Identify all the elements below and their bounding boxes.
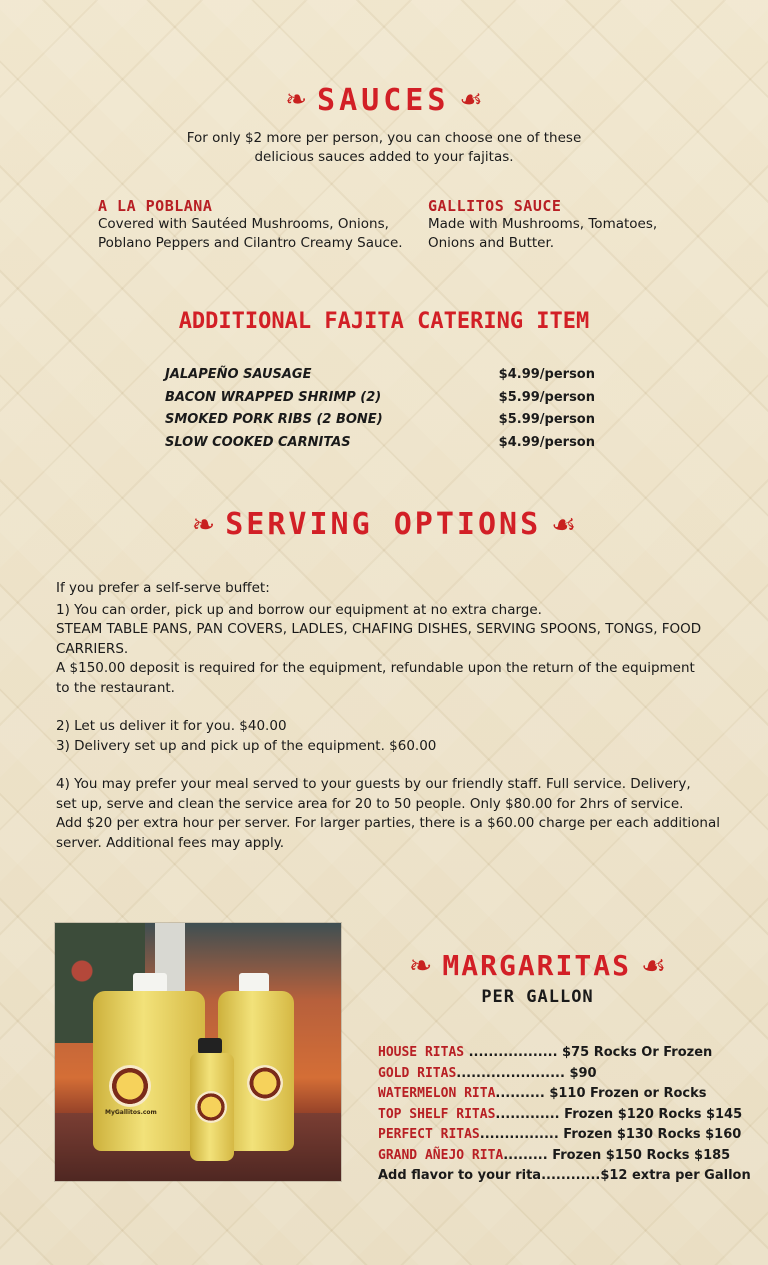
serving-line: A $150.00 deposit is required for the equipment, refundable upon the return of the equipment xyxy=(56,660,695,676)
item-price: $4.99/person xyxy=(498,367,595,382)
list-item xyxy=(378,1146,738,1167)
item-name: JALAPEÑO SAUSAGE xyxy=(165,367,312,382)
serving-line: 1) You can order, pick up and borrow our equipment at no extra charge. xyxy=(56,601,542,618)
serving-options-text xyxy=(56,579,746,853)
sauces-intro-line1: For only $2 more per person, you can choose one of these xyxy=(186,130,582,146)
jug-cap xyxy=(239,973,269,993)
margarita-jugs-photo xyxy=(55,923,341,1181)
ornament-right-icon: ☙ xyxy=(459,85,483,115)
serving-line: to the restaurant. xyxy=(56,679,175,696)
sauces-header xyxy=(0,80,768,120)
ornament-right-icon: ☙ xyxy=(551,507,577,541)
rita-name: GOLD RITAS xyxy=(378,1065,457,1081)
item-name: SLOW COOKED CARNITAS xyxy=(165,434,351,450)
item-price: $5.99/person xyxy=(498,412,595,427)
margaritas-title: MARGARITAS xyxy=(442,948,631,982)
list-item xyxy=(378,1064,738,1085)
rita-dots: ............. xyxy=(495,1106,565,1122)
rita-dots: .......... xyxy=(495,1086,550,1101)
serving-line: CARRIERS. xyxy=(56,640,129,657)
rita-price: Frozen $130 Rocks $160 xyxy=(563,1127,742,1142)
sauce-name: A LA POBLANA xyxy=(98,197,213,215)
list-item xyxy=(378,1043,738,1064)
ornament-left-icon: ❧ xyxy=(191,507,216,541)
item-price: $5.99/person xyxy=(498,389,595,405)
margaritas-list xyxy=(378,1043,751,1187)
serving-line: 3) Delivery set up and pick up of the equipment. $60.00 xyxy=(56,737,437,754)
list-item xyxy=(165,432,595,455)
additional-title: ADDITIONAL FAJITA CATERING ITEM xyxy=(178,309,590,334)
jug-cap xyxy=(133,973,167,993)
list-item xyxy=(165,387,595,410)
serving-line: If you prefer a self-serve buffet: xyxy=(56,580,270,596)
rita-price: Frozen $120 Rocks $145 xyxy=(564,1106,743,1122)
rita-price: $75 Rocks Or Frozen xyxy=(562,1045,713,1060)
item-name: SMOKED PORK RIBS (2 BONE) xyxy=(165,412,383,427)
item-price: $4.99/person xyxy=(498,434,595,450)
sauce-name: GALLITOS SAUCE xyxy=(428,197,562,215)
rita-price: $90 xyxy=(569,1065,597,1081)
additional-items-list xyxy=(165,364,595,454)
ornament-left-icon: ❧ xyxy=(408,948,433,982)
sauce-desc-line2: Poblano Peppers and Cilantro Creamy Sauce. xyxy=(98,235,403,251)
sauces-intro-line2: delicious sauces added to your fajitas. xyxy=(254,149,514,165)
serving-line: 4) You may prefer your meal served to your guests by our friendly staff. Full service. Delivery, xyxy=(56,776,691,792)
item-name: BACON WRAPPED SHRIMP (2) xyxy=(165,389,382,405)
serving-line: STEAM TABLE PANS, PAN COVERS, LADLES, CHAFING DISHES, SERVING SPOONS, TONGS, FOOD xyxy=(56,621,702,637)
rita-price: $110 Frozen or Rocks xyxy=(549,1086,707,1101)
ornament-right-icon: ☙ xyxy=(640,948,667,982)
sauce-desc-line1: Made with Mushrooms, Tomatoes, xyxy=(428,216,658,232)
large-jug xyxy=(93,991,205,1151)
rita-name: GRAND AÑEJO RITA xyxy=(378,1147,504,1163)
ornament-left-icon: ❧ xyxy=(285,85,308,115)
sauce-desc-line1: Covered with Sautéed Mushrooms, Onions, xyxy=(98,216,389,232)
gallitos-logo-label xyxy=(109,1065,151,1107)
serving-title: SERVING OPTIONS xyxy=(225,506,542,542)
rita-name: HOUSE RITAS xyxy=(378,1045,465,1060)
rita-dots: ...................... xyxy=(456,1065,570,1081)
list-item xyxy=(165,364,595,387)
bottle-cap xyxy=(198,1038,222,1054)
photo-label-text: MyGallitos.com xyxy=(105,1109,157,1116)
rita-price: Frozen $150 Rocks $185 xyxy=(552,1147,731,1163)
sauce-desc-line2: Onions and Butter. xyxy=(428,235,555,251)
gallitos-logo-label xyxy=(247,1065,283,1101)
margaritas-subtitle: PER GALLON xyxy=(481,987,594,1007)
flavor-note: Add flavor to your rita............$12 extra per Gallon xyxy=(378,1168,751,1183)
list-item xyxy=(165,409,595,432)
list-item xyxy=(378,1105,743,1126)
rita-name: WATERMELON RITA xyxy=(378,1086,496,1101)
margaritas-header xyxy=(340,944,735,986)
serving-line: 2) Let us deliver it for you. $40.00 xyxy=(56,718,287,734)
sauce-item-gallitos xyxy=(428,197,728,253)
rita-dots: .................. xyxy=(464,1045,563,1060)
serving-line: Add $20 per extra hour per server. For larger parties, there is a $60.00 charge per each additional xyxy=(56,815,720,831)
rita-name: PERFECT RITAS xyxy=(378,1127,480,1142)
list-item xyxy=(378,1084,738,1105)
list-item xyxy=(378,1125,742,1146)
sauces-title: SAUCES xyxy=(317,82,450,118)
serving-line: set up, serve and clean the service area for 20 to 50 people. Only $80.00 for 2hrs of service. xyxy=(56,795,684,812)
rita-name: TOP SHELF RITAS xyxy=(378,1106,496,1122)
gallitos-logo-label xyxy=(195,1091,227,1123)
rita-dots: ................ xyxy=(479,1127,564,1142)
sauce-item-poblana xyxy=(98,197,408,253)
sauces-intro xyxy=(0,129,768,167)
serving-line: server. Additional fees may apply. xyxy=(56,834,285,851)
rita-dots: ......... xyxy=(503,1147,553,1163)
serving-header xyxy=(0,503,768,545)
